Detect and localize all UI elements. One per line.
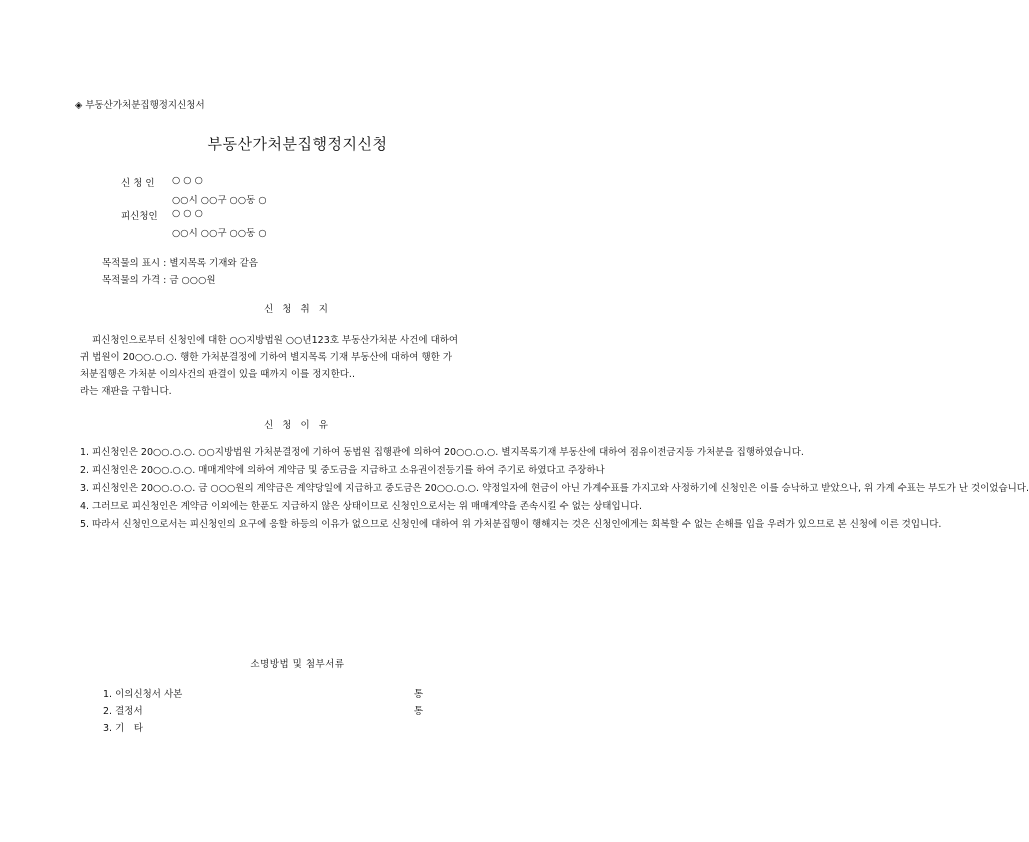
attachments-heading: 소명방법 및 첨부서류 xyxy=(250,659,345,670)
purpose-line: 처분집행은 가처분 이의사건의 판결이 있을 때까지 이를 정지한다.. xyxy=(80,369,355,380)
purpose-line: 귀 법원이 20○○.○.○. 행한 가처분결정에 기하여 별지목록 기재 부동산에 대하여 행한 가 xyxy=(80,352,453,363)
attachment-item xyxy=(103,686,423,703)
respondent-label: 피신청인 xyxy=(121,211,158,222)
reason-item xyxy=(80,498,643,515)
applicant-name: ○ ○ ○ xyxy=(172,175,203,186)
reason-number: 1. xyxy=(80,447,90,458)
applicant-address: ○○시 ○○구 ○○동 ○ xyxy=(172,195,267,206)
reason-number: 3. xyxy=(80,483,90,494)
reason-text: 피신청인은 20○○.○.○. ○○지방법원 가처분결정에 기하여 동법원 집행관에 의하여 20○○.○.○. 별지목록기재 부동산에 대하여 점유이전금지등 가처분을 집행하였습니다. xyxy=(92,447,804,458)
reason-text: 따라서 신청인으로서는 피신청인의 요구에 응할 하등의 이유가 없으므로 신청인에 대하여 위 가처분집행이 행해지는 것은 신청인에게는 회복할 수 없는 손해를 입을 우려가 있으므로 본 신청에 이른 것입니다. xyxy=(92,519,942,530)
reasons-heading: 신 청 이 유 xyxy=(264,420,331,431)
reason-text: 피신청인은 20○○.○.○. 매매계약에 의하여 계약금 및 중도금을 지급하고 소유권이전등기를 하여 주기로 하였다고 주장하나 xyxy=(92,465,605,476)
attachment-label: 2. 결정서 xyxy=(103,706,143,717)
attachment-item xyxy=(103,703,423,720)
object-price: 목적물의 가격 : 금 ○○○원 xyxy=(102,275,216,286)
reason-text: 피신청인은 20○○.○.○. 금 ○○○원의 계약금은 계약당일에 지급하고 중도금은 20○○.○.○. 약정일자에 현금이 아닌 가계수표를 가지고와 사정하기에 신청인은 이를 승낙하고 받았으나, 위 가계 수표는 부도가 난 것이었습니다. xyxy=(92,483,1029,494)
reason-item xyxy=(80,480,1029,497)
reasons-list xyxy=(80,444,1029,534)
purpose-heading: 신 청 취 지 xyxy=(264,304,331,315)
respondent-name: ○ ○ ○ xyxy=(172,208,203,219)
attachment-label: 1. 이의신청서 사본 xyxy=(103,689,183,700)
attachment-quantity: 통 xyxy=(413,689,423,700)
document-label: ◈ 부동산가처분집행정지신청서 xyxy=(75,100,205,111)
purpose-line: 피신청인으로부터 신청인에 대한 ○○지방법원 ○○년123호 부동산가처분 사건에 대하여 xyxy=(92,335,459,346)
object-display: 목적물의 표시 : 별지목록 기재와 같음 xyxy=(102,258,258,269)
respondent-address: ○○시 ○○구 ○○동 ○ xyxy=(172,228,267,239)
reason-number: 2. xyxy=(80,465,90,476)
page-title: 부동산가처분집행정지신청 xyxy=(207,135,388,153)
reason-number: 5. xyxy=(80,519,90,530)
reason-text: 그러므로 피신청인은 계약금 이외에는 한푼도 지급하지 않은 상태이므로 신청인으로서는 위 매매계약을 존속시킬 수 없는 상태입니다. xyxy=(92,501,643,512)
attachment-label: 3. 기 타 xyxy=(103,723,143,734)
attachment-quantity: 통 xyxy=(413,706,423,717)
reason-item xyxy=(80,516,942,533)
purpose-paragraph xyxy=(80,332,515,400)
reason-item xyxy=(80,444,804,461)
purpose-line: 라는 재판을 구합니다. xyxy=(80,386,172,397)
attachment-item xyxy=(103,720,423,737)
reason-number: 4. xyxy=(80,501,90,512)
reason-item xyxy=(80,462,605,479)
attachments-list xyxy=(103,686,423,737)
applicant-label: 신 청 인 xyxy=(121,178,155,189)
